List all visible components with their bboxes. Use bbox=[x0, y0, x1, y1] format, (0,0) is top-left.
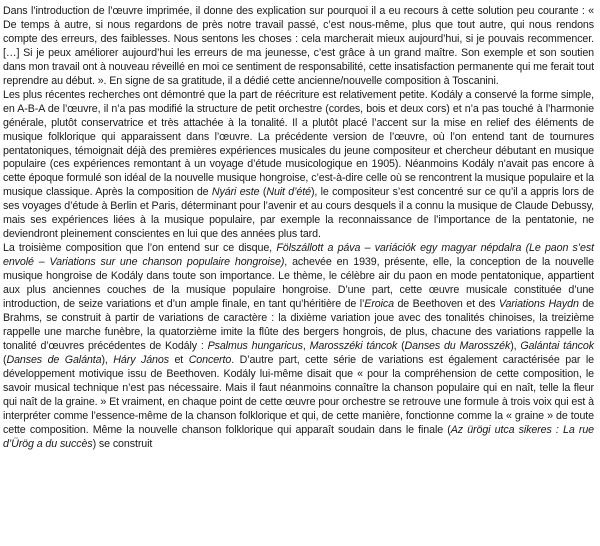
italic-title: Variations Haydn bbox=[498, 298, 579, 311]
paragraph-recent-research: Les plus récentes recherches ont démontré que la part de réécriture est relativement petite. Kodály a conservé la forme simple, en A-B-A de l’œuvre, il n’a pas modifié la structure de petit orchestre (cordes, bois et deux cors) et n’a pas touché à l’harmonie générale, plutôt conservatrice et très attachée à la tonalité. Il a plutôt placé l’accent sur la mise en relief des éléments de musique folklorique qui apparaissent dans l’œuvre. La précédente version de l’œuvre, où l’on entend tant de tournures pentatoniques, témoignait déjà des premières expériences musicales du jeune compositeur et chercheur débutant en musique populaire (ces expériences remontant à un voyage d’étude musicologique en 1905). Néanmoins Kodály n’avait pas encore à cette époque formulé son idéal de la nouvelle musique hongroise, c’est-à-dire celle où se rencontrent la musique populaire et la musique classique. Après la composition de Nyári este (Nuit d’été), le compositeur s’est concentré sur ce qu’il a appris lors de ses voyages d’étude à Berlin et Paris, déterminant pour l’avenir et au cours desquels il a connu la musique de Claude Debussy, mais ses expériences liées à la musique populaire, par exemple la reconnaissance de l’importance de la pentatonie, ne deviendront pleinement conscientes en lui que des années plus tard. bbox=[3, 88, 594, 241]
italic-title: Concerto bbox=[188, 353, 232, 366]
italic-title: Eroica bbox=[364, 298, 394, 311]
italic-title: Nuit d’été bbox=[266, 186, 311, 199]
italic-title: Danses de Galánta bbox=[6, 353, 102, 366]
italic-title: Danses du Marosszék bbox=[404, 339, 511, 352]
italic-title: Háry János bbox=[113, 353, 169, 366]
italic-title: Psalmus hungaricus bbox=[207, 339, 303, 352]
italic-title: Marosszéki táncok bbox=[309, 339, 398, 352]
paragraph-third-composition: La troisième composition que l’on entend sur ce disque, Fölszállott a páva – variációk egy magyar népdalra (Le paon s’est envolé – Variations sur une chanson populaire hongroise), achevée en 1939, présente, elle, la conception de la nouvelle musique hongroise de Kodály dans toute son importance. Le thème, le célèbre air du paon en mode pentatonique, appartient aux plus anciennes couches de la musique populaire hongroise. D’une part, cette œuvre musicale constituée d’une introduction, de seize variations et d’un ample finale, en tant qu’héritière de l’Eroica de Beethoven et des Variations Haydn de Brahms, se construit à partir de variations de caractère : la dixième variation joue avec des tonalités chinoises, la treizième rappelle une marche funèbre, la quatorzième imite la flûte des bergers hongrois, de plus, chacune des variations rappelle la tonalité d’œuvres précédentes de Kodály : Psalmus hungaricus, Marosszéki táncok (Danses du Marosszék), Galántai táncok (Danses de Galánta), Háry János et Concerto. D’autre part, cette série de variations est également caractérisée par le développement motivique issu de Beethoven. Kodály lui-même disait que « pour la compréhension de cette composition, le savoir musical technique n’est pas nécessaire. Mais il faut néanmoins connaître la chanson populaire qui en naît, telle la fleur qui naît de la graine. » Et vraiment, en chaque point de cette œuvre pour orchestre se retrouve une formule à trois voix qui est à interpréter comme l’essence-même de la chanson folklorique et qui, de cette manière, fonctionne comme la « graine » de toute cette composition. Même la nouvelle chanson folklorique qui apparaît soudain dans le finale (Az ürögi utca sikeres : La rue d’Ürög a du succès) se construit bbox=[3, 242, 594, 450]
italic-title: Az ürögi utca sikeres : La rue d’Ürög a du succès bbox=[3, 423, 594, 450]
paragraph-introduction: Dans l’introduction de l’œuvre imprimée, il donne des explication sur pourquoi il a eu recours à cette solution peu courante : « De temps à autre, si nous regardons de près notre travail passé, c’est nous-même, plus que tout autre, qui nous rendons compte des erreurs, des faiblesses. Nous sentons les choses : cela marcherait mieux aujourd’hui, si je pouvais recommencer. […] Si je peux améliorer aujourd’hui les erreurs de ma jeunesse, c’est grâce à un grand maître. Son exemple et son soutien dans mon travail ont à nouveau réveillé en moi ce sentiment de responsabilité, cette insatisfaction permanente qui me ferait tout reprendre au début. ». En signe de sa gratitude, il a dédié cette ancienne/nouvelle composition à Toscanini. bbox=[3, 5, 594, 87]
italic-title: Galántai táncok bbox=[520, 339, 594, 352]
italic-title: Fölszállott a páva – variációk egy magyar népdalra (Le paon s’est envolé – Variations sur une chanson populaire hongroise) bbox=[3, 242, 594, 269]
italic-title: Nyári este bbox=[211, 186, 260, 199]
